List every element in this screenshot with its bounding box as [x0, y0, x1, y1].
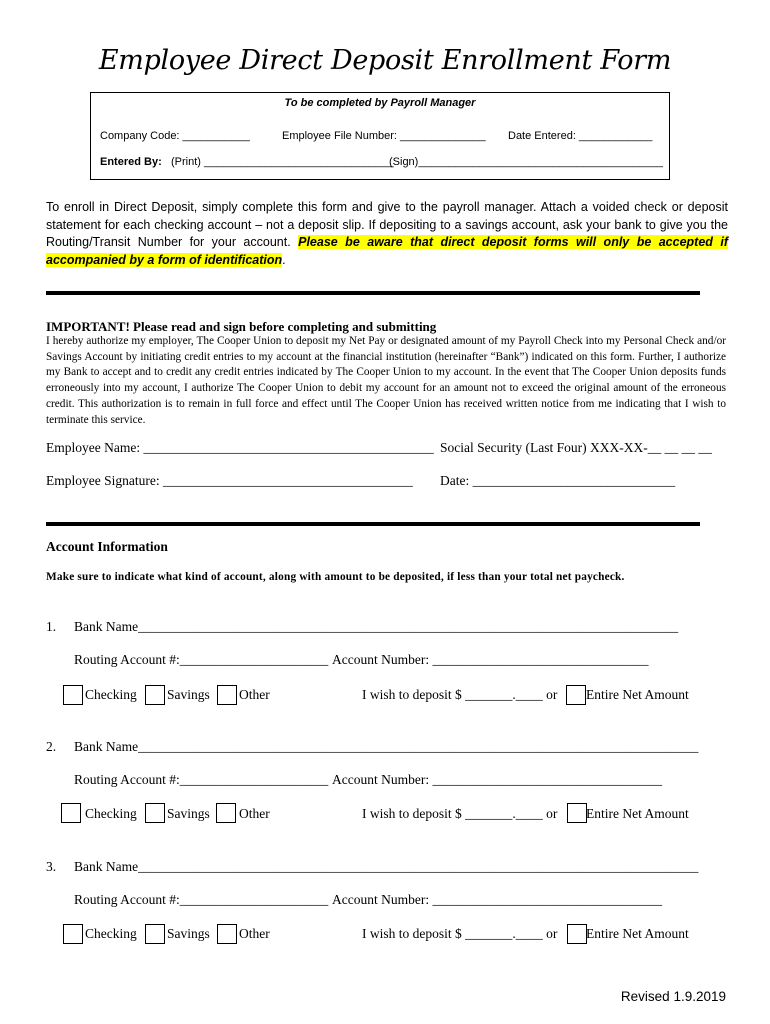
bank-name-field[interactable]: Bank Name________________________________________________________________________________	[74, 619, 679, 634]
other-label: Other	[239, 806, 270, 821]
payroll-manager-heading: To be completed by Payroll Manager	[284, 97, 476, 109]
other-checkbox[interactable]	[216, 803, 236, 823]
intro-end: .	[282, 252, 286, 267]
intro-text: To enroll in Direct Deposit, simply complete this form and give to the payroll manager. Attach a voided check or deposit statement for each checking account – not a deposit slip. If depositing to a savings account, ask your bank to give you the Routing/Transit Number for your account.	[46, 200, 728, 249]
checking-checkbox[interactable]	[61, 803, 81, 823]
routing-number-field[interactable]: Routing Account #:______________________	[74, 892, 329, 907]
ssn-last-four-field[interactable]: Social Security (Last Four) XXX-XX-__ __ __ __	[440, 440, 712, 455]
revision-date: Revised 1.9.2019	[620, 989, 726, 1004]
employee-signature-field[interactable]: Employee Signature: _____________________________________	[46, 473, 413, 488]
entire-net-amount-label: Entire Net Amount	[586, 687, 689, 702]
entered-by-sign-field[interactable]: (Sign)________________________________________	[389, 156, 664, 168]
entire-net-amount-checkbox[interactable]	[566, 685, 586, 705]
form-title: Employee Direct Deposit Enrollment Form	[98, 45, 672, 76]
account-number-field[interactable]: Account Number: ________________________________	[332, 652, 649, 667]
deposit-amount-field[interactable]: I wish to deposit $ _______.____ or	[362, 806, 558, 821]
payroll-manager-box	[90, 92, 670, 180]
savings-label: Savings	[167, 687, 210, 702]
employee-name-field[interactable]: Employee Name: ___________________________________________	[46, 440, 434, 455]
bank-number: 3.	[46, 859, 57, 874]
entered-by-label: Entered By:	[100, 156, 162, 168]
important-heading: IMPORTANT! Please read and sign before completing and submitting	[46, 319, 437, 334]
identification-notice: Please be aware that direct deposit forms will only be accepted if accompanied by a form of identification	[46, 235, 728, 267]
other-label: Other	[239, 926, 270, 941]
account-instructions: Make sure to indicate what kind of account, along with amount to be deposited, if less than your total net paycheck.	[46, 571, 625, 583]
section-divider	[46, 522, 700, 526]
checking-label: Checking	[85, 687, 137, 702]
authorization-text: I hereby authorize my employer, The Cooper Union to deposit my Net Pay or designated amount of my Payroll Check into my Personal Check and/or Savings Account by initiating credit entries to my account at the financial institution (hereinafter “Bank”) indicated on this form. Further, I authorize my Bank to accept and to credit any credit entries indicated by The Cooper Union to my account. In the event that The Cooper Union deposits funds erroneously into my account, I authorize The Cooper Union to debit my account for an amount not to exceed the original amount of the erroneous credit. This authorization is to remain in full force and effect until The Cooper Union has received written notice from me indicating that I wish to terminate this service.	[46, 335, 726, 426]
savings-label: Savings	[167, 806, 210, 821]
bank-number: 1.	[46, 619, 57, 634]
entire-net-amount-label: Entire Net Amount	[586, 926, 689, 941]
other-checkbox[interactable]	[217, 685, 237, 705]
employee-file-number-field[interactable]: Employee File Number: ______________	[282, 130, 486, 142]
account-number-field[interactable]: Account Number: __________________________________	[332, 772, 662, 787]
intro-paragraph	[46, 199, 728, 269]
entire-net-amount-checkbox[interactable]	[567, 803, 587, 823]
other-label: Other	[239, 687, 270, 702]
savings-checkbox[interactable]	[145, 803, 165, 823]
signature-date-field[interactable]: Date: ______________________________	[440, 473, 676, 488]
entire-net-amount-checkbox[interactable]	[567, 924, 587, 944]
account-information-heading: Account Information	[46, 539, 168, 554]
checking-label: Checking	[85, 806, 137, 821]
bank-number: 2.	[46, 739, 57, 754]
entire-net-amount-label: Entire Net Amount	[586, 806, 689, 821]
account-number-field[interactable]: Account Number: __________________________________	[332, 892, 662, 907]
savings-checkbox[interactable]	[145, 685, 165, 705]
routing-number-field[interactable]: Routing Account #:______________________	[74, 652, 329, 667]
savings-checkbox[interactable]	[145, 924, 165, 944]
savings-label: Savings	[167, 926, 210, 941]
company-code-field[interactable]: Company Code: ___________	[100, 130, 250, 142]
checking-label: Checking	[85, 926, 137, 941]
checking-checkbox[interactable]	[63, 924, 83, 944]
section-divider	[46, 291, 700, 295]
date-entered-field[interactable]: Date Entered: ____________	[508, 130, 653, 142]
routing-number-field[interactable]: Routing Account #:______________________	[74, 772, 329, 787]
entered-by-print-field[interactable]: (Print) _______________________________	[171, 156, 394, 168]
checking-checkbox[interactable]	[63, 685, 83, 705]
bank-name-field[interactable]: Bank Name___________________________________________________________________________________	[74, 739, 699, 754]
bank-name-field[interactable]: Bank Name___________________________________________________________________________________	[74, 859, 699, 874]
deposit-amount-field[interactable]: I wish to deposit $ _______.____ or	[362, 687, 558, 702]
other-checkbox[interactable]	[217, 924, 237, 944]
deposit-amount-field[interactable]: I wish to deposit $ _______.____ or	[362, 926, 558, 941]
